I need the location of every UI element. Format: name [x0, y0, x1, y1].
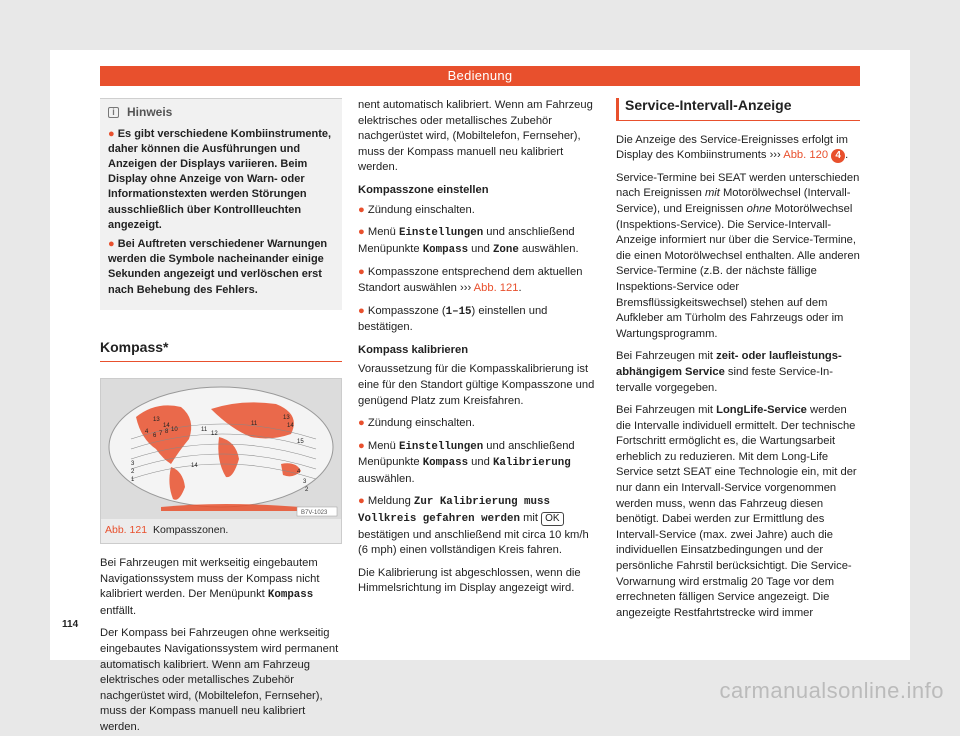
hint-title [108, 105, 334, 121]
step: ● Menü Einstellungen und anschließend Menüpunkte Kompass und Zone auswählen. [358, 226, 579, 256]
svg-text:4: 4 [145, 429, 149, 436]
step: ● Menü Einstellungen und anschließend Menüpunkte Kompass und Kalibrierung auswählen. [358, 439, 575, 485]
paragraph-continued: nent automatisch kalibriert. Wenn am Fahrzeug elektrisches oder metallisches Zubehör nachgerüstet wird, (Mobiltelefon, Fernseher), muss der Kompass manuell neu kalibriert werden. [358, 99, 593, 174]
step: ● Zündung einschalten. [358, 203, 475, 216]
figure-caption [101, 519, 341, 543]
page-number: 114 [62, 619, 79, 630]
paragraph: Bei Fahrzeugen mit zeit- oder laufleistungsabhängigem Service sind feste Service-Intervalle vorgegeben. [616, 350, 842, 394]
paragraph: Service-Termine bei SEAT werden unterschieden nach Ereignissen mit Motorölwechsel (Intervall-Service), und Ereignissen ohne Motorölwechsel (Inspektions-Service). Die Service-Intervall-Anzeige informiert nur über die Service-Termine, die einen Motorölwechsel enthalten. Alle anderen Service-Termine (z.B. der nächste fällige Inspektions-Service oder Bremsflüssigkeitswechsel) stehen auf dem Aufkleber am Türholm des Fahrzeugs oder im Wartungsprogramm. [616, 171, 860, 340]
hint-item-text: Es gibt verschiedene Kombiinstrumente, daher können die Ausführungen und Anzeigen der Displays variieren. Beim Display ohne Anzeige von Warn- oder Informationstexten werden Störungen ausschließlich über Kontrollleuchten angezeigt. [108, 127, 332, 231]
paragraph: Bei Fahrzeugen mit LongLife-Service werden die Intervalle individuell ermittelt. Der technische Fortschritt ermöglicht es, die Wartungsarbeit erheblich zu reduzieren. Mit dem Long-Life Service setzt SEAT eine Technologie ein, mit der nur dann ein Intervall-Service vorgenommen werden muss, wenn das Fahrzeug diesen benötigt. Dabei werden zur Ermittlung des Intervall-Service (max. zwei Jahre) auch die individuellen Einsatzbedingungen und der persönliche Fahrstil berücksichtigt. Die Service-Vorwarnung wird erstmalig 20 Tage vor dem errechneten fälligen Service angezeigt. Die angezeigte Restfahrtstrecke wird immer [616, 404, 857, 619]
figure-link[interactable]: Abb. 120 [783, 149, 829, 162]
svg-text:8: 8 [165, 429, 169, 436]
watermark: carmanualsonline.info [719, 678, 944, 703]
svg-text:2: 2 [131, 469, 135, 476]
paragraph: Die Anzeige des Service-Ereignisses erfolgt im Display des Kombiinstruments ››› Abb. 120 4 . [616, 133, 849, 162]
bullet-icon: ● [108, 127, 118, 140]
figure-label: Abb. 121 [105, 524, 148, 537]
paragraph: Die Kalibrierung ist abgeschlossen, wenn die Himmelsrichtung im Display angezeigt wird. [358, 566, 581, 595]
svg-text:12: 12 [211, 431, 218, 438]
paragraph: Der Kompass bei Fahrzeugen ohne werkseitig eingebautes Navigationssystem wird permanent automatisch kalibriert. Wenn am Fahrzeug elektrisches oder metallisches Zubehör nachgerüstet wird, (Mobiltelefon, Fernseher), muss der Kompass manuell neu kalibriert werden. [100, 627, 339, 733]
paragraph: Bei Fahrzeugen mit werkseitig eingebautem Navigationssystem muss der Kompass nicht kalibriert werden. Der Menüpunkt Kompass entfällt. [100, 557, 320, 617]
figure-code: B7V-1023 [301, 510, 328, 517]
svg-text:14: 14 [287, 423, 294, 430]
service-title: Service-Intervall-Anzeige [616, 98, 860, 121]
svg-text:11: 11 [251, 421, 258, 428]
compass-zone-figure [100, 378, 342, 544]
info-icon: i [108, 107, 119, 118]
svg-text:7: 7 [159, 431, 163, 438]
svg-text:14: 14 [163, 423, 170, 430]
svg-text:4: 4 [297, 469, 301, 476]
hint-title-text: Hinweis [127, 105, 173, 119]
hint-item [108, 127, 334, 233]
hint-item-text: Bei Auftreten verschiedener Warnungen werden die Symbole nacheinander einige Sekunden angezeigt und verlöschen erst nach Behebung des Fehlers. [108, 238, 328, 296]
column-left [100, 98, 342, 733]
step: ● Kompasszone (1–15) einstellen und bestätigen. [358, 304, 548, 334]
kompass-title: Kompass* [100, 340, 342, 363]
svg-text:15: 15 [297, 439, 304, 446]
hint-item [108, 237, 334, 298]
svg-text:3: 3 [303, 479, 307, 486]
step: ● Meldung Zur Kalibrierung muss Vollkreis gefahren werden mit OK bestätigen und anschließend mit circa 10 km/h (6 mph) einen vollständigen Kreis fahren. [358, 495, 589, 557]
svg-text:2: 2 [305, 487, 309, 494]
svg-text:14: 14 [191, 463, 198, 470]
ok-key: OK [541, 512, 563, 526]
figure-link[interactable]: Abb. 121 [473, 281, 519, 294]
subheading: Kompass kalibrieren [358, 343, 469, 356]
column-right [616, 98, 860, 628]
svg-text:10: 10 [171, 427, 178, 434]
step: ● Kompasszone entsprechend dem aktuellen Standort auswählen ››› Abb. 121. [358, 266, 583, 294]
svg-text:11: 11 [201, 427, 208, 434]
svg-text:3: 3 [131, 461, 135, 468]
step: ● Zündung einschalten. [358, 417, 475, 430]
paragraph: Voraussetzung für die Kompasskalibrierung ist eine für den Standort gültige Kompasszone und genügend Platz zum Kreisfahren. [358, 363, 595, 407]
world-map-illustration [101, 379, 341, 519]
svg-text:13: 13 [283, 415, 290, 422]
callout-number: 4 [831, 149, 845, 163]
svg-text:1: 1 [131, 477, 135, 484]
section-header: Bedienung [100, 66, 860, 86]
svg-text:13: 13 [153, 417, 160, 424]
hint-box [100, 98, 342, 310]
bullet-icon: ● [108, 238, 118, 251]
column-middle [358, 98, 600, 604]
svg-text:6: 6 [153, 433, 157, 440]
subheading: Kompasszone einstellen [358, 183, 489, 196]
figure-caption-text: Kompasszonen. [153, 524, 229, 537]
